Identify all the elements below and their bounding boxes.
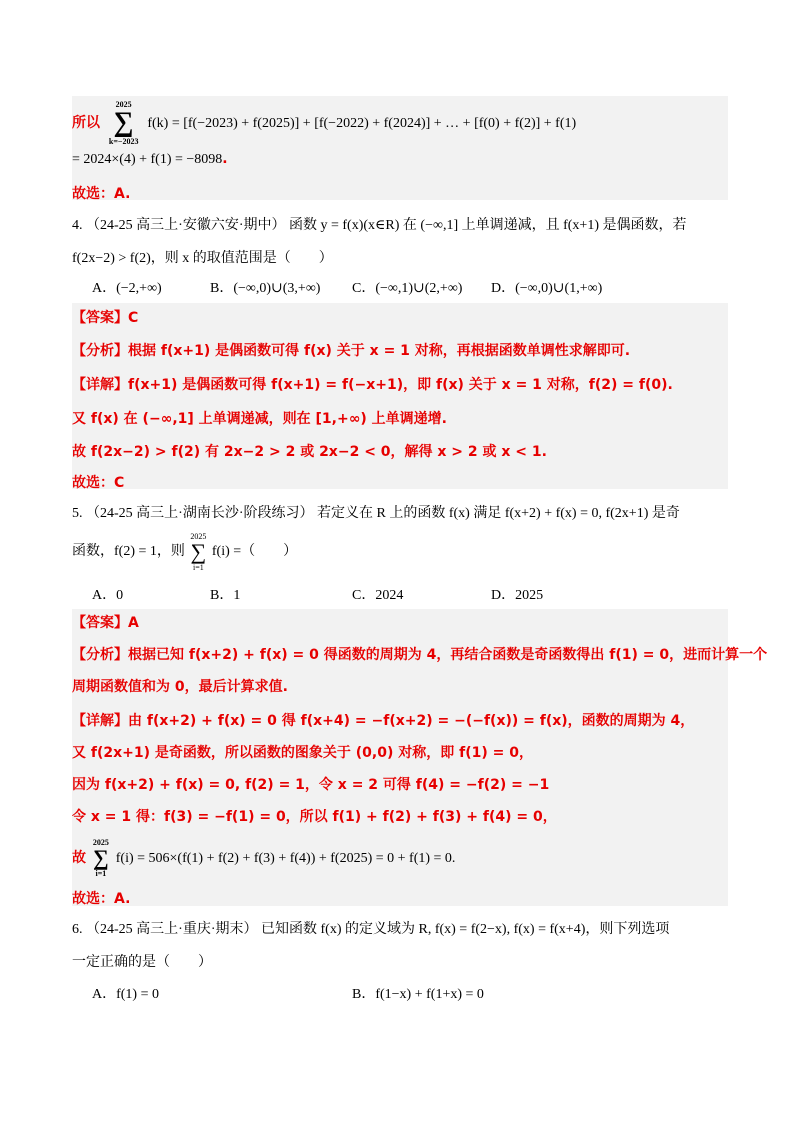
q5-last-pre: 故 (72, 850, 86, 866)
q6-stem-line1 (72, 918, 669, 938)
q4-option-a: A．(−2,+∞) (92, 281, 162, 296)
q5-detail-line1 (72, 710, 694, 730)
q6-option-b: B．f(1−x) + f(1+x) = 0 (352, 987, 484, 1002)
prev-answer: 故选：A. (72, 186, 131, 202)
q5-source: （24-25 高三上·湖南长沙·阶段练习） (86, 506, 314, 521)
q4-analysis-line (72, 340, 630, 360)
q4-detail-2: 又 f(x) 在 (−∞,1] 上单调递减，则在 [1,+∞) 上单调递增. (72, 411, 447, 427)
q5-option-a: A．0 (92, 588, 124, 603)
q4-answer: C (128, 310, 139, 326)
q5-option-c: C．2024 (352, 588, 404, 603)
q4-number: 4. (72, 218, 83, 233)
q6-option-a: A．f(1) = 0 (92, 987, 159, 1002)
q5-answer: A (128, 615, 139, 631)
q5-analysis-b: 周期函数值和为 0，最后计算求值. (72, 679, 288, 695)
q5-detail-4: 令 x = 1 得：f(3) = −f(1) = 0，所以 f(1) + f(2) + f(3) + f(4) = 0， (72, 809, 557, 825)
q5-analysis-label: 【分析】 (72, 647, 128, 663)
q5-sum-lower: i=1 (193, 563, 204, 572)
q5-analysis-line1 (72, 644, 767, 664)
q4-analysis-label: 【分析】 (72, 343, 128, 359)
q4-final-answer: 故选：C (72, 475, 125, 491)
q5-stem-b-pre: 函数，f(2) = 1，则 (72, 544, 185, 560)
q5-stem-a: 若定义在 R 上的函数 f(x) 满足 f(x+2) + f(x) = 0, f(2x+1) 是奇 (317, 506, 680, 521)
q4-option-b: B．(−∞,0)∪(3,+∞) (210, 281, 321, 296)
q4-analysis: 根据 f(x+1) 是偶函数可得 f(x) 关于 x = 1 对称，再根据函数单调性求解即可. (128, 343, 631, 359)
q4-option-d: D．(−∞,0)∪(1,+∞) (491, 281, 603, 296)
q4-solution-block (72, 303, 728, 489)
q5-detail-label: 【详解】 (72, 713, 128, 729)
q4-answer-line (72, 307, 138, 327)
q5-last-sum-lower: i=1 (95, 869, 107, 878)
q5-last-sum-upper: 2025 (92, 838, 109, 847)
q4-option-c: C．(−∞,1)∪(2,+∞) (352, 281, 463, 296)
q4-answer-label: 【答案】 (72, 310, 128, 326)
q5-detail-5 (72, 838, 455, 878)
q4-stem-line1 (72, 214, 687, 234)
q5-last-summation-symbol: 2025 ∑ i=1 (92, 838, 109, 878)
prev-line1-prefix: 所以 (72, 115, 100, 131)
q5-sum-upper: 2025 (190, 532, 207, 541)
q4-detail-line1 (72, 374, 673, 394)
prev-line2 (72, 151, 228, 168)
prev-line1 (72, 100, 576, 146)
q5-stem-line2 (72, 532, 297, 572)
q5-detail-1: 由 f(x+2) + f(x) = 0 得 f(x+4) = −f(x+2) = −(−f(x)) = f(x)，函数的周期为 4， (128, 713, 695, 729)
q5-final-answer: 故选：A. (72, 891, 131, 907)
q6-stem-b: 一定正确的是（ ） (72, 955, 212, 970)
q5-number: 5. (72, 506, 83, 521)
q5-summation-symbol: 2025 ∑ i=1 (190, 532, 207, 572)
q4-stem-b: f(2x−2) > f(2)，则 x 的取值范围是（ ） (72, 251, 333, 266)
q5-analysis-a: 根据已知 f(x+2) + f(x) = 0 得函数的周期为 4，再结合函数是奇函数得出 f(1) = 0，进而计算一个 (128, 647, 768, 663)
q5-answer-line (72, 612, 139, 632)
q4-stem-a: 函数 y = f(x)(x∈R) 在 (−∞,1] 上单调递减，且 f(x+1) 是偶函数，若 (289, 218, 687, 233)
q5-stem-line1 (72, 502, 680, 522)
q5-option-b: B．1 (210, 588, 241, 603)
q5-answer-label: 【答案】 (72, 615, 128, 631)
q4-detail-label: 【详解】 (72, 377, 128, 393)
q5-option-d: D．2025 (491, 588, 544, 603)
summation-symbol: 2025 ∑ k=−2023 (108, 100, 139, 146)
q4-detail-1: f(x+1) 是偶函数可得 f(x+1) = f(−x+1)，即 f(x) 关于 x = 1 对称，f(2) = f(0). (128, 377, 673, 393)
prev-line2-end: . (222, 151, 228, 167)
q5-stem-b-post: f(i) =（ ） (211, 544, 298, 560)
prev-line1-expr: f(k) = [f(−2023) + f(2025)] + [f(−2022) + f(2024)] + … + [f(0) + f(2)] + f(1) (147, 116, 577, 131)
q6-stem-a: 已知函数 f(x) 的定义域为 R, f(x) = f(2−x), f(x) = f(x+4)，则下列选项 (261, 922, 670, 937)
q6-source: （24-25 高三上·重庆·期末） (86, 922, 258, 937)
sum-upper: 2025 (115, 100, 132, 109)
sum-lower: k=−2023 (108, 137, 139, 146)
q4-detail-3: 故 f(2x−2) > f(2) 有 2x−2 > 2 或 2x−2 < 0，解得 x > 2 或 x < 1. (72, 444, 547, 460)
prev-line2-expr: = 2024×(4) + f(1) = −8098 (72, 152, 223, 167)
q5-detail-2: 又 f(2x+1) 是奇函数，所以函数的图象关于 (0,0) 对称，即 f(1) = 0， (72, 745, 533, 761)
q5-last-expr: f(i) = 506×(f(1) + f(2) + f(3) + f(4)) + f(2025) = 0 + f(1) = 0. (115, 851, 456, 866)
q5-detail-3: 因为 f(x+2) + f(x) = 0, f(2) = 1，令 x = 2 可得 f(4) = −f(2) = −1 (72, 777, 550, 793)
q6-number: 6. (72, 922, 83, 937)
q4-source: （24-25 高三上·安徽六安·期中） (86, 218, 286, 233)
